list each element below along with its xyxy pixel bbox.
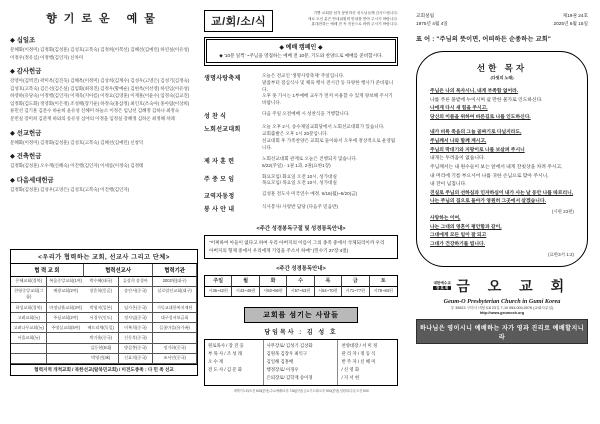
thanksgiving-names: 강영아(김벽진) 곽미옥(김진욱) 김혜옥(이정미) 김상희(김계수) 김성우(고영은) 김성기(김정숙) [10,78,190,84]
staff-column-pastors [205,340,264,385]
service-times-footnote: 새벽기도회/오전 5:00(본당) 수요예배/오후 7:30(본당) 금요기도회/오후 9:00(본당) 임원회/주일 오전 9:00 [233,389,369,393]
news-line: 오늘 오후 2시, 송수제일교회당에서 노회선교대회가 있습니다. [262,124,385,130]
next-generation-names: 김정화(김성훈) 김성우(고영은) 김성호(고복숙) 이진행(김인자) [10,186,130,192]
staff-line: 오 수 재 [208,359,224,365]
campaign-line: ◆ '10분 일찍' ~주님을 영접하는 예배 전 10분, 기도와 찬양으로 예배를 준비합시다. [219,53,383,59]
psalm-line: 주님께서는 내 원수들이 보는 앞에서 내게 잔칫상을 차려 주시고, [430,164,563,170]
news-section-midweek-meetings [204,174,398,188]
table-cell: 2002원(대구) [153,277,197,287]
table-cell: 박기율(중국) [84,333,119,343]
table-cell: 류상희 송경아 [119,277,154,287]
news-section-life-festival [204,73,398,107]
psalm-line: 진실로 주님의 선하심과 인자하심이 내가 사는 날 동안 나를 따르리니, [430,190,574,196]
table-cell: 들꽃마을(유가족) [153,323,197,333]
table-cell: 서울교회(뉴) [11,333,47,343]
building-offering-section [10,151,198,170]
issue-block [554,12,588,28]
thanksgiving-names: 하영하(유당숙) 이정행(김인자) 이재욱(지아름) 이정요(김영훈) 이재훈(이윤수) 임정숙(김교진) [10,93,190,99]
staff-line: 은퇴장로/ 김학재 송이경 [266,375,313,381]
day-header: 수 [287,276,314,287]
thanksgiving-names: 문빈실 장미희 김분재 하와의 송유성 심야의 이정을 임정실 강혜정 김하온 최정해 차례 [10,116,175,122]
tithe-section [10,35,198,61]
staff-line: 행정장로/ 이경우 [266,367,299,373]
news-section-heading: 제 자 훈 련 [204,158,235,165]
reading-range: 시71~77편 [342,287,369,296]
table-cell: 김동현(5대) [84,344,119,354]
weekly-verse-box [204,235,398,258]
weekly-reading-table [204,275,398,297]
news-section-pastor-activities [204,191,398,200]
news-line: 노회선교대회 관계로 오늘은 진행되지 않습니다. [262,155,358,161]
blessing-line: 그대가 건강하기를 빕니다. [430,241,485,247]
mission-names: 문혜화(이정미) 김정화(김성훈) 김성호(고복숙) 김혜선(김예린) 신창덕 [10,139,144,145]
cooperation-table [10,249,198,376]
denomination-label [433,281,451,290]
day-header: 목 [315,276,342,287]
building-names: 김정화(김성훈) 오수재(신혜숙) 이진행(김인자) 이세롬(이정숙) 김정태 [10,163,144,169]
denomination-line1: 대한예수교 [433,281,451,286]
news-section-heading: 성 찬 식 [204,114,227,121]
tithe-names: 문혜화(이정미) 김정화(김성훈) 김성호(고복숙) 김정희(이복선) 김혜선(김예린) 하연실(이유성) [10,47,190,52]
news-line: 식사봉사/ 사랑반 담당 (다음주 믿음반) [262,204,339,210]
day-header: 주일 [205,276,232,287]
stanza-gap [430,122,574,129]
staff-column-music [338,340,397,385]
table-cell: 하성교회(경북) [11,303,47,313]
table-cell: 방갑봉(중국) [119,344,154,354]
staff-line: 찬양대장 / 서 미 정 [341,343,378,349]
news-section-body [262,124,398,152]
church-name-row [416,276,588,296]
table-cell: 박수혜(태국) [84,277,119,287]
table-cell: 기독교대한복지재단 [153,303,197,313]
reading-range: 시36~42편 [205,287,232,296]
thanksgiving-names: 김성호(고복숙) 김은선(김은실) 김임화(최경진) 김정우(황예순) 김현옥(이선영) 하연임(이유성) [10,85,190,91]
weekly-reading-title: <주간 성경통독안내> [276,265,326,272]
issue-header [416,12,588,28]
campaign-title: ◆ 예배 캠페인 ◆ [279,45,323,52]
news-section-heading: 생명사랑축제 [204,75,241,82]
senior-pastor-line: 담임목사 : 김 성 호 [264,329,338,336]
news-section-body [262,111,398,120]
news-line: 오늘은 전교인 '생명사랑축제' 주일입니다. [262,72,345,78]
table-cell: 한영중앙교회(그룹) [11,287,47,303]
table-cell [47,354,83,364]
worship-campaign-box [204,37,398,66]
table-cell: 복음중앙교회(1여) [47,277,83,287]
news-section-discipleship [204,156,398,170]
founded-block [416,12,448,28]
building-heading: ◆ 건축헌금 [10,153,42,161]
table-cell: 박영진(4k) [84,354,119,364]
news-line: 다음 주일 오전예배 시 성찬식을 거행합니다. [262,111,350,117]
news-section-heading: 교역자동정 [204,194,235,201]
news-line: 선교대회 후 가족찬양은 교회로 돌아와서 오후에 정상적으로 운영됩니다. [262,138,396,150]
news-line: 말씀부터 점심식사 및 체육 행사 전시간 등 다양한 행사가 준비됩니다. [262,79,394,92]
staff-line: 관 리 자 / 정 동 식 [341,351,376,357]
staff-line: 부 목 사 / 조 성 래 [208,351,242,357]
psalm-line: 당신의 이름을 위하여 바른길로 나를 인도하신다. [430,114,531,120]
table-cell: 실로암선교회(대구) [153,287,197,303]
church-news-column [204,10,398,393]
news-section-heading: 봉 사 안 내 [204,207,235,214]
mission-heading: ◆ 선교헌금 [10,129,42,137]
founded-label: 교회설립 [416,13,435,18]
col-header-organizations: 협력기관 [153,264,197,276]
cooperation-table-footer: 협력지역 개척교회 / 북한선교(탈북민교회) / 미전도종족 : 다 민 족 선교 [11,364,197,375]
day-header: 토 [370,276,397,287]
church-english-name: Geum-O Presbyterian Church in Gumi Korea [443,297,561,305]
table-cell: 신효희(중국) [119,354,154,364]
church-motto: 표 어 : "주님의 뜻이면, 어떠하든 순종하는 교회" [416,35,552,43]
masthead-note-line: 기쁨 교회를 섬겨 봉헌하신 성도님들께 감사드립니다. [313,11,398,15]
church-address: 우 39823 구미시 비봉로8 23길 7-10 054-000-0076 (교회사무실) [450,306,554,311]
table-cell: 서경우(인도) [84,313,119,323]
scripture-banner: 하나님은 영이시니 예배하는 자가 영과 진리로 예배할지니라 [416,319,588,344]
psalm-line: 주님의 막대기와 지팡이로 나를 보살펴 주시니 [430,147,525,153]
news-line: 김성훈 전도사 미국연수 예정. 6/16(월)~6/20(금) [262,191,358,197]
table-cell: 대구성서보급회 [153,313,197,323]
worship-campaign-inner [206,39,395,63]
day-header: 화 [260,276,287,287]
church-website-url: http://www.geumoch.org [479,311,525,316]
cover-column [416,12,588,344]
staff-column-elders [264,340,339,385]
news-section-body [262,191,398,200]
news-section-body [262,156,398,170]
table-cell: 박형지(일본) [84,303,119,313]
verse-line: 아버지의 형제 중에서 우리에게 기업을 주소서 하매" (민수기 27장 4절) [209,247,349,253]
staff-line: 김일해 김홍배 [266,359,294,365]
staff-line: 김원목 김장우 최익구 [266,351,308,357]
staff-line: 반 주 자 / 신 혜 미 [341,359,376,365]
blessing-line: 사랑하는 이여, [430,216,461,222]
offerings-column [10,10,198,376]
reading-range: 시78~84편 [373,288,393,294]
church-name: 금 오 교 회 [456,277,572,294]
issue-number: 제19권 24호 [562,13,588,18]
mission-offering-section [10,128,198,147]
cooperation-table-grid [11,264,197,364]
staff-table [204,339,398,386]
news-section-heading: 노회선교대회 [204,127,241,134]
news-section-body [262,204,398,213]
table-cell [47,333,83,343]
news-section-body [262,174,398,188]
table-cell: 은혜교회(경북) [11,277,47,287]
psalm-reference: (시편 23편) [551,209,574,215]
news-line: 목요모임/ 목요일 오전 10시, 성가대실 [262,180,337,186]
founded-date: 1975년 4월 4일 [416,20,448,26]
verse-line: "어찌하여 아들이 없다고 하여 우리 아버지의 이름이 그의 종족 중에서 삭제되리이까 우리 [209,240,385,246]
issue-date: 2025년 6월 15일 [553,20,588,26]
table-cell: 주명실교회(5여) [47,323,83,333]
day-header: 월 [232,276,259,287]
staff-line: 전 도 사 / 김 문 화 [208,367,242,373]
psalm-subtitle: (다윗의 노래) [490,74,514,80]
thanksgiving-names: 임정화(김도화) 정영화(이은정) 조성해(장기운) 하정숙(홍삼정) 최인호(조숙아) 홍아람(이상희) [10,100,190,106]
day-header: 금 [342,276,369,287]
psalm-box [416,51,588,267]
table-cell: 장흔학(몽골) [84,287,119,303]
table-cell: 주심교회(2여) [47,313,83,323]
table-cell: 신동후(중국) [119,333,154,343]
masthead-note-line: 새로 오신 분은 안내위원의 안내를 받아 주시기 바랍니다. [307,16,398,21]
reading-range: 시50~56편 [260,287,287,296]
thanksgiving-offering-section [10,66,198,122]
psalm-line: 나에게 다시 새 힘을 주시고, [430,106,488,112]
next-generation-heading: ◆ 다음세대헌금 [10,176,54,184]
psalm-line: 내게는 두려움이 없습니다. [430,156,485,162]
psalm-line: 내 머리에 기름 부으시어 나를 귀한 손님으로 맞아 주시니, [430,173,549,179]
news-section-heading: 주 중 모 임 [204,176,235,183]
blessing-line: 그대에게 모든 일이 잘 되고 [430,233,487,239]
scripture-reading-title: <주간 성경봉독구절 및 성경통독안내> [256,226,346,233]
psalm-line: 나를 푸른 풀밭에 누이시며 쉴 만한 물가로 인도하신다. [430,97,543,103]
col-header-churches: 협 력 교 회 [11,264,84,276]
table-cell: 마정남율교회(3여) [47,303,83,313]
col-header-missionaries: 협력선교사 [84,264,153,276]
masthead-note-line: 휴대전화는 예배 전 꼭 진동으로 바꿔 주시기 바랍니다. [311,22,398,27]
masthead-notes [278,10,398,28]
news-masthead [204,10,398,32]
news-line: 오후 못 가시는 1부예배 교우가 먼저 이용할 수 있게 양보해 주시기 바랍니다. [262,93,393,106]
table-cell: 정기하(중국) [153,344,197,354]
table-cell: 고려교회(뉴) [11,313,47,323]
tithe-heading: ◆ 십일조 [10,37,36,44]
news-section-presbytery-mission [204,124,398,152]
psalm-title: 선한 목자 [476,62,528,73]
blessing-line: 나는 그대의 영혼이 평안함과 같이, [430,224,502,230]
serving-people-title: 교회를 섬기는 사람들 [244,307,358,323]
table-cell: 임가온(중국) [119,303,154,313]
psalm-line: 내 잔이 넘칩니다. [430,182,467,188]
psalm-line: 내가 비록 죽음의 그늘 골짜기로 다닐지라도, [430,130,522,136]
table-cell: 조서인(중국) [153,354,197,364]
table-cell [11,344,47,354]
psalm-line: 주님은 나의 목자시니, 내게 부족함 없어라. [430,88,519,94]
reading-range: 시43~49편 [232,287,259,296]
next-generation-offering-section [10,175,198,194]
psalm-line: 주님께서 나와 함께 계시고, [430,139,487,145]
news-masthead-title: 교/회/소/식 [204,10,273,32]
staff-line: 사무장로/ 김성기 김상화 [266,343,313,349]
staff-line: / 지 서 현 [341,375,360,381]
news-section-body [262,73,398,107]
cooperation-table-title: <우리가 협력하는 교회, 선교사 그리고 단체> [11,250,197,264]
church-identity-block [416,276,588,345]
table-cell [47,344,83,354]
psalm-line: 나는 주님의 집으로 돌아가 영원히 그곳에서 살겠습니다. [430,199,546,205]
table-cell [11,354,47,364]
tithe-names: 이정우(정유심) 이정행(김인자) 신차미 [10,54,84,60]
blessing-reference: (요한3서 1:2) [547,251,574,257]
news-line: 교회출발은 오후 1시 20분입니다. [262,131,329,137]
staff-line: 원로목사 / 장 진 웅 [208,343,244,349]
table-cell: 이복희(중국) [119,323,154,333]
staff-line: / 신 영 화 [341,367,360,373]
thanksgiving-heading: ◆ 감사헌금 [10,68,42,76]
reading-range: 시57~63편 [287,287,314,296]
table-cell: 고려나무교회(뉴) [11,323,47,333]
news-section-communion [204,111,398,120]
table-cell: 정사임(중국) [119,313,154,323]
offerings-title: 향기로운 예물 [46,13,162,25]
table-cell: 배광교회(2여) [47,287,83,303]
reading-range: 시64~70편 [315,287,342,296]
thanksgiving-names: 류민선 김기훈 김문수 하순희 윤유성 신혜미 하늘소 이정은 임남선 김혜정 김하나 최정숙 [10,108,180,114]
table-cell: 송안서(중국) [119,287,154,303]
news-line: 6/22(주일) - 1권 1과, 2권(요한1장) [262,162,331,168]
denomination-line2: 장 로 회 [433,286,451,290]
news-line: 화요모임/ 화요일 오전 10시, 성가대실 [262,173,337,179]
news-section-service-guide [204,204,398,213]
table-cell [153,333,197,343]
table-cell: 배드리체(독일) [84,323,119,333]
